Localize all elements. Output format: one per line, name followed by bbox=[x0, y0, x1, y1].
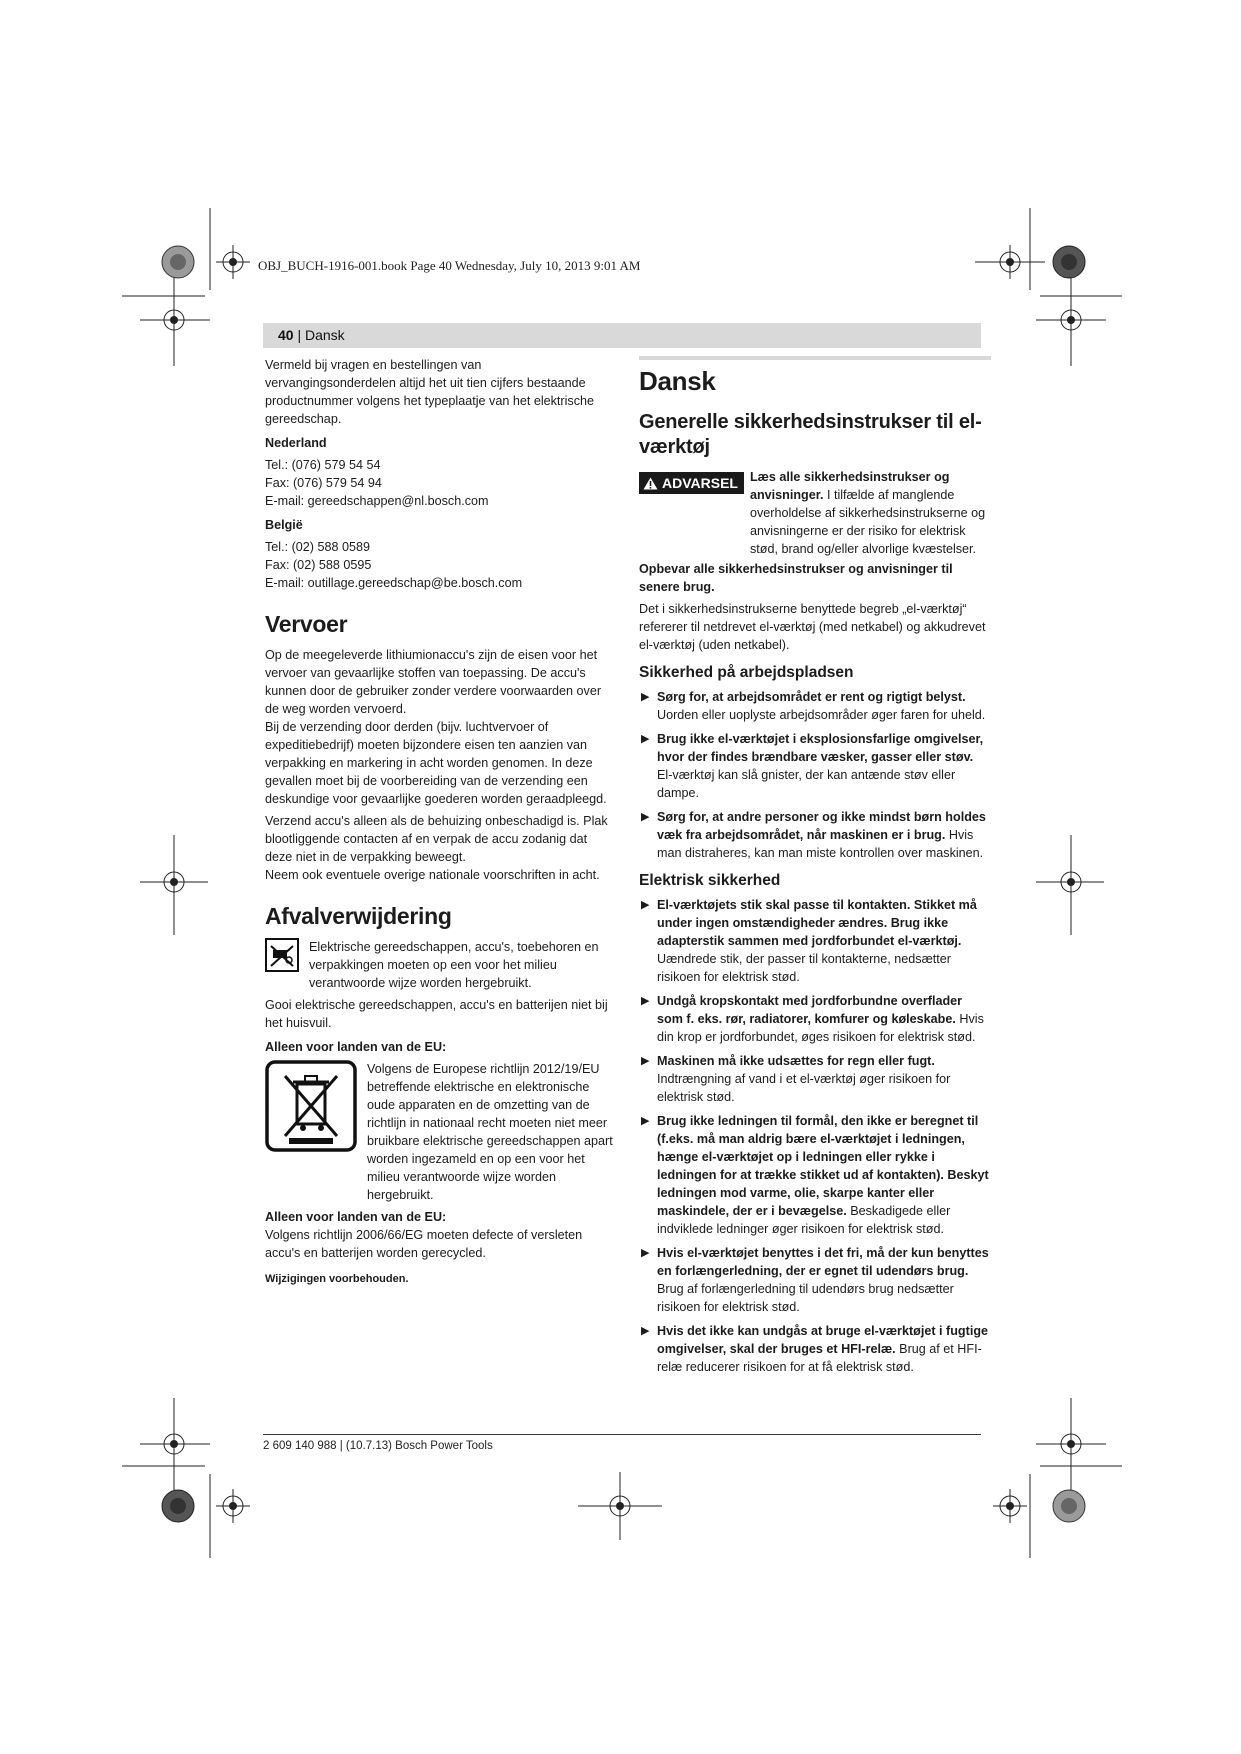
list-item bbox=[639, 1112, 991, 1238]
vervoer-p2: Bij de verzending door derden (bijv. luchtvervoer of expeditiebedrijf) moeten bijzondere eisen ten aanzien van verpakking en markering in acht worden genomen. In deze gevallen moet bij de voorbereiding van de verzending een deskundige voor gevaarlijke goederen worden geraadpleegd. bbox=[265, 720, 607, 806]
nl-email: E-mail: gereedschappen@nl.bosch.com bbox=[265, 494, 489, 508]
warning-text bbox=[750, 468, 991, 558]
eu-label-1: Alleen voor landen van de EU: bbox=[265, 1040, 447, 1054]
eu-icon-row bbox=[265, 1060, 613, 1204]
vervoer-p1: Op de meegeleverde lithiumionaccu's zijn de eisen voor het vervoer van gevaarlijke stoffen van toepassing. De accu's kunnen door de gebruiker zonder verdere voorwaarden over de weg worden vervoerd. bbox=[265, 648, 602, 716]
header-language: Dansk bbox=[305, 327, 345, 343]
item-rest: El-værktøj kan slå gnister, der kan antænde støv eller dampe. bbox=[657, 768, 956, 800]
crossed-bin-icon bbox=[265, 1060, 357, 1152]
be-fax: Fax: (02) 588 0595 bbox=[265, 558, 372, 572]
list-item bbox=[639, 896, 991, 986]
be-tel: Tel.: (02) 588 0589 bbox=[265, 540, 371, 554]
vervoer-heading: Vervoer bbox=[265, 611, 348, 637]
item-rest: Hvis man distraheres, kan man miste kontrollen over maskinen. bbox=[657, 828, 984, 860]
item-rest: Indtrængning af vand i et el-værktøj øger risikoen for elektrisk stød. bbox=[657, 1072, 951, 1104]
changes-note: Wijzigingen voorbehouden. bbox=[265, 1273, 409, 1285]
bullet-arrow-icon: ▶ bbox=[641, 811, 650, 823]
page-header bbox=[278, 327, 345, 343]
item-bold: Hvis det ikke kan undgås at bruge el-værktøjet i fugtige omgivelser, skal der bruges et HFI-relæ. bbox=[657, 1324, 989, 1356]
bullet-arrow-icon: ▶ bbox=[641, 1247, 650, 1259]
item-bold: Maskinen må ikke udsættes for regn eller fugt. bbox=[657, 1054, 935, 1068]
vervoer-p4: Neem ook eventuele overige nationale voorschriften in acht. bbox=[265, 868, 600, 882]
footer-text: 2 609 140 988 | (10.7.13) Bosch Power Tools bbox=[263, 1440, 493, 1452]
vervoer-p3: Verzend accu's alleen als de behuizing onbeschadigd is. Plak blootliggende contacten af en verpak de accu zodanig dat deze niet in de verpakking beweegt. bbox=[265, 814, 608, 864]
list-item bbox=[639, 1052, 991, 1106]
item-rest: Uændrede stik, der passer til kontakterne, nedsætter risikoen for elektrisk stød. bbox=[657, 952, 951, 984]
list-item bbox=[639, 730, 991, 802]
be-label: België bbox=[265, 518, 303, 532]
be-email: E-mail: outillage.gereedschap@be.bosch.com bbox=[265, 576, 523, 590]
afval-icon-row bbox=[265, 938, 613, 992]
item-bold: Sørg for, at andre personer og ikke mindst børn holdes væk fra arbejdsområdet, når maskinen er i brug. bbox=[657, 810, 986, 842]
footer-rule bbox=[263, 1434, 981, 1435]
bullet-arrow-icon: ▶ bbox=[641, 1115, 650, 1127]
warning-rest: I tilfælde af manglende overholdelse af sikkerhedsinstrukserne og anvisningerne er der risiko for elektrisk stød, brand og/eller alvorlige kvæstelser. bbox=[749, 488, 986, 556]
keep-instructions: Opbevar alle sikkerhedsinstrukser og anvisninger til senere brug. bbox=[639, 562, 953, 594]
list-item bbox=[639, 808, 991, 862]
warning-badge bbox=[639, 472, 744, 494]
item-bold: Undgå kropskontakt med jordforbundne overflader som f. eks. rør, radiatorer, komfurer og køleskabe. bbox=[657, 994, 963, 1026]
work-safety-heading: Sikkerhed på arbejdspladsen bbox=[639, 664, 854, 681]
language-title: Dansk bbox=[639, 366, 716, 396]
registration-target-icon bbox=[223, 252, 243, 272]
item-rest: Uorden eller uoplyste arbejdsområder øger faren for uheld. bbox=[657, 708, 986, 722]
section-title: Generelle sikkerhedsinstrukser til el-værktøj bbox=[639, 411, 982, 458]
item-bold: Brug ikke el-værktøjet i eksplosionsfarlige omgivelser, hvor der findes brændbare væsker, gasser eller støv. bbox=[657, 732, 984, 764]
item-rest: Brug af et HFI-relæ reducerer risikoen for at få elektrisk stød. bbox=[657, 1342, 982, 1374]
work-safety-list bbox=[639, 688, 991, 862]
header-separator: | bbox=[293, 327, 305, 343]
language-title-block bbox=[639, 356, 991, 398]
eu-text-1: Volgens de Europese richtlijn 2012/19/EU betreffende elektrische en elektronische oude apparaten en de omzetting van de richtlijn in nationaal recht moeten niet meer bruikbare elektrische gereedschappen apart worden ingezameld en op een voor het milieu verantwoorde wijze worden hergebruikt. bbox=[367, 1062, 613, 1202]
bullet-arrow-icon: ▶ bbox=[641, 733, 650, 745]
list-item bbox=[639, 1322, 991, 1376]
nl-fax: Fax: (076) 579 54 94 bbox=[265, 476, 382, 490]
item-rest: Beskadigede eller indviklede ledninger øger risikoen for elektrisk stød. bbox=[657, 1204, 951, 1236]
right-column bbox=[639, 356, 991, 1382]
list-item bbox=[639, 1244, 991, 1316]
bullet-arrow-icon: ▶ bbox=[641, 691, 650, 703]
warning-block bbox=[639, 468, 991, 558]
bullet-arrow-icon: ▶ bbox=[641, 899, 650, 911]
eu-text-2: Volgens richtlijn 2006/66/EG moeten defecte of versleten accu's en batterijen worden gerecycled. bbox=[265, 1228, 583, 1260]
bullet-arrow-icon: ▶ bbox=[641, 1055, 650, 1067]
warning-triangle-icon bbox=[643, 477, 658, 490]
list-item bbox=[639, 992, 991, 1046]
afval-heading: Afvalverwijdering bbox=[265, 903, 452, 929]
item-rest: Hvis din krop er jordforbundet, øges risikoen for elektrisk stød. bbox=[657, 1012, 984, 1044]
nl-label: Nederland bbox=[265, 436, 327, 450]
intro-text: Vermeld bij vragen en bestellingen van vervangingsonderdelen altijd het uit tien cijfers bestaande productnummer volgens het typeplaatje van het elektrische gereedschap. bbox=[265, 358, 595, 426]
item-bold: Brug ikke ledningen til formål, den ikke er beregnet til (f.eks. må man aldrig bære el-værktøjet i ledningen, hænge el-værktøjet op i ledningen eller rykke i ledningen for at trække stikket ud af kontakten). Beskyt ledningen mod varme, olie, skarpe kanter eller maskindele, der er i bevægelse. bbox=[657, 1114, 989, 1218]
left-column bbox=[265, 356, 613, 1288]
eu-label-2: Alleen voor landen van de EU: bbox=[265, 1210, 447, 1224]
item-bold: El-værktøjets stik skal passe til kontakten. Stikket må under ingen omstændigheder ændres. Brug ikke adapterstik sammen med jordforbundet el-værktøj. bbox=[657, 898, 977, 948]
item-bold: Sørg for, at arbejdsområdet er rent og rigtigt belyst. bbox=[657, 690, 966, 704]
warning-bold: Læs alle sikkerhedsinstrukser og anvisninger. bbox=[749, 470, 950, 502]
nl-tel: Tel.: (076) 579 54 54 bbox=[265, 458, 381, 472]
term-text: Det i sikkerhedsinstrukserne benyttede begreb „el-værktøj“ refererer til netdrevet el-værktøj (med netkabel) og akkudrevet el-værktøj (uden netkabel). bbox=[639, 602, 986, 652]
item-bold: Hvis el-værktøjet benyttes i det fri, må der kun benyttes en forlængerledning, der er egnet til udendørs brug. bbox=[657, 1246, 989, 1278]
afval-icon-text: Elektrische gereedschappen, accu's, toebehoren en verpakkingen moeten op een voor het milieu verantwoorde wijze worden hergebruikt. bbox=[309, 940, 599, 990]
book-slug: OBJ_BUCH-1916-001.book Page 40 Wednesday, July 10, 2013 9:01 AM bbox=[258, 258, 641, 273]
warning-badge-label: ADVARSEL bbox=[662, 475, 738, 491]
afval-p1: Gooi elektrische gereedschappen, accu's en batterijen niet bij het huisvuil. bbox=[265, 998, 608, 1030]
bullet-arrow-icon: ▶ bbox=[641, 995, 650, 1007]
electrical-safety-heading: Elektrisk sikkerhed bbox=[639, 872, 781, 889]
list-item bbox=[639, 688, 991, 724]
item-rest: Brug af forlængerledning til udendørs brug nedsætter risikoen for elektrisk stød. bbox=[657, 1282, 954, 1314]
recycle-tool-icon bbox=[265, 938, 299, 972]
electrical-safety-list bbox=[639, 896, 991, 1376]
bullet-arrow-icon: ▶ bbox=[641, 1325, 650, 1337]
header-bar bbox=[263, 323, 981, 348]
page-number: 40 bbox=[278, 327, 294, 343]
